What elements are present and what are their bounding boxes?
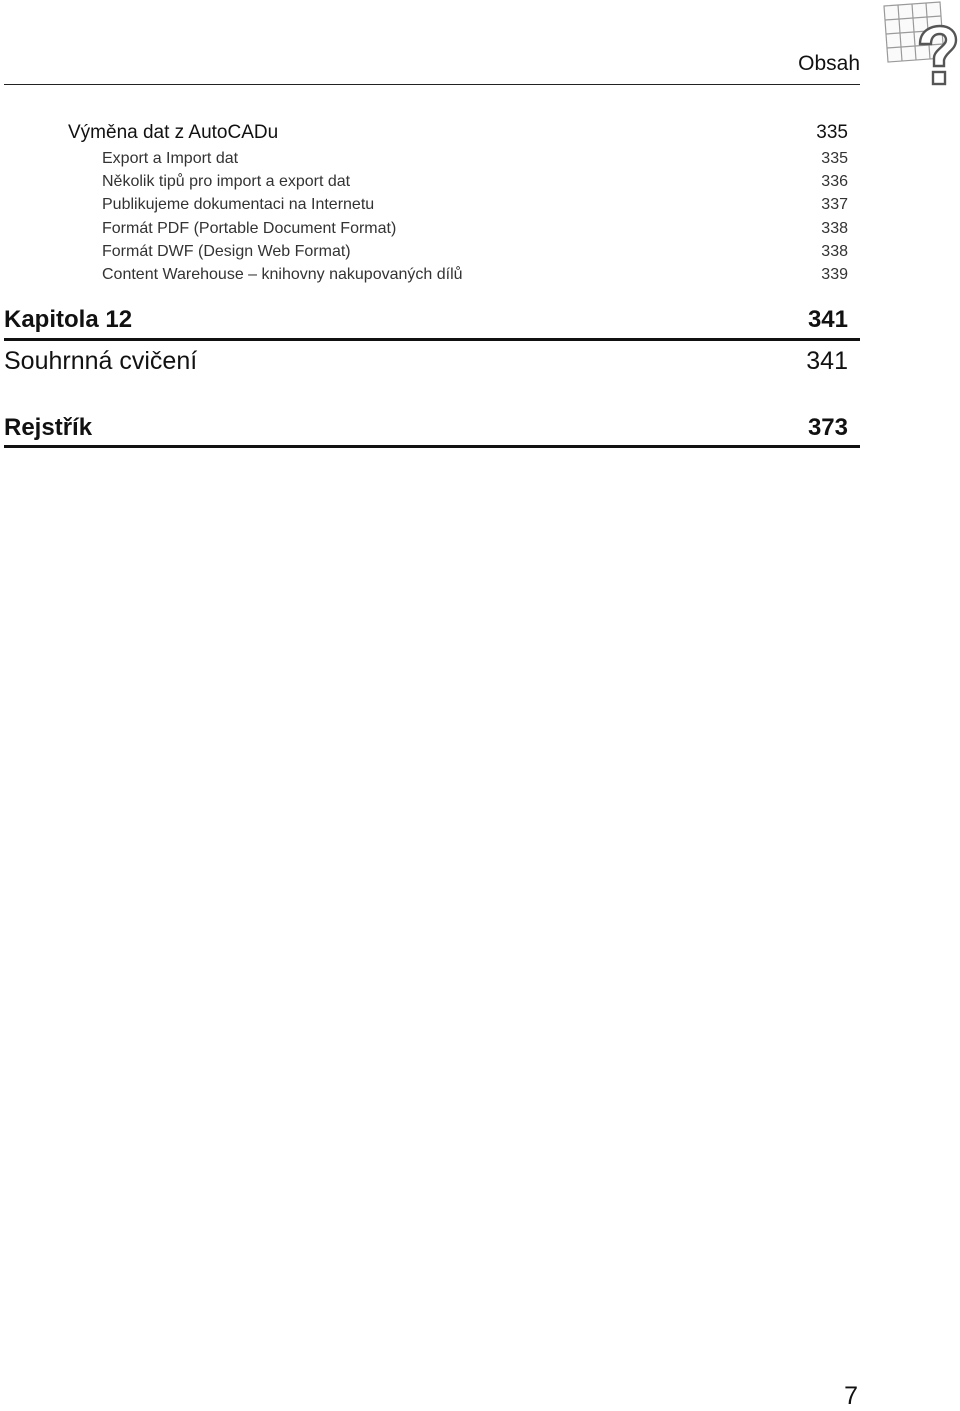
toc-subsection-row[interactable] — [0, 150, 848, 168]
toc-chapter-title: Souhrnná cvičení — [4, 347, 198, 375]
toc-subsection-page: 338 — [821, 220, 848, 237]
toc-subsection-title: Content Warehouse – knihovny nakupovaných dílů — [102, 266, 463, 283]
grid-question-mark-icon — [880, 0, 958, 94]
toc-section-page: 335 — [816, 122, 848, 143]
index-rule — [4, 445, 860, 448]
toc-subsection-row[interactable] — [0, 220, 848, 238]
toc-chapter-title-row[interactable] — [0, 347, 848, 376]
toc-chapter-row[interactable] — [0, 306, 848, 334]
toc-chapter-page: 341 — [807, 306, 848, 333]
toc-section-row[interactable] — [0, 122, 848, 144]
page-number: 7 — [844, 1382, 858, 1410]
toc-subsection-title: Několik tipů pro import a export dat — [102, 173, 351, 190]
toc-chapter-label: Kapitola 12 — [4, 306, 133, 333]
toc-section-title: Výměna dat z AutoCADu — [68, 122, 279, 143]
toc-subsection-page: 335 — [821, 150, 848, 167]
toc-subsection-title: Formát PDF (Portable Document Format) — [102, 220, 397, 237]
toc-subsection-row[interactable] — [0, 243, 848, 261]
toc-subsection-title: Export a Import dat — [102, 150, 239, 167]
toc-subsection-row[interactable] — [0, 266, 848, 284]
toc-subsection-title: Formát DWF (Design Web Format) — [102, 243, 351, 260]
toc-subsection-title: Publikujeme dokumentaci na Internetu — [102, 196, 375, 213]
toc-index-page: 373 — [807, 414, 848, 441]
toc-chapter-title-page: 341 — [806, 347, 848, 375]
toc-subsection-row[interactable] — [0, 196, 848, 214]
toc-index-label: Rejstřík — [4, 414, 93, 441]
toc-subsection-page: 338 — [821, 243, 848, 260]
header-rule — [4, 84, 860, 85]
toc-subsection-page: 339 — [821, 266, 848, 283]
toc-subsection-page: 336 — [821, 173, 848, 190]
chapter-rule — [4, 338, 860, 341]
toc-subsection-row[interactable] — [0, 173, 848, 191]
toc-index-row[interactable] — [0, 414, 848, 442]
page-title: Obsah — [798, 52, 860, 75]
toc-subsection-page: 337 — [821, 196, 848, 213]
